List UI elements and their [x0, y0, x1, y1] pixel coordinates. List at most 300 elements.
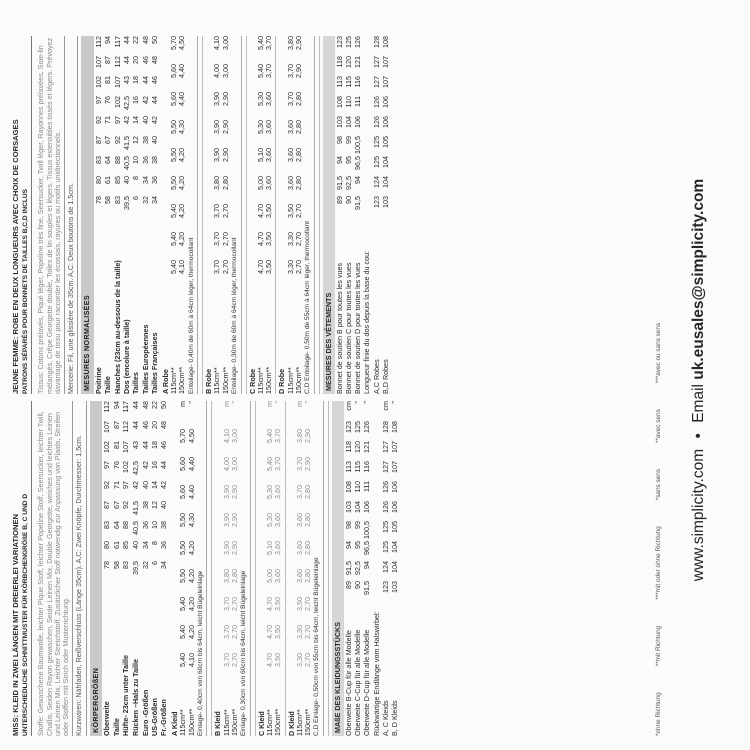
size-row	[141, 401, 150, 736]
finished-row	[363, 401, 372, 736]
garment-name: B Kleid	[213, 711, 223, 736]
yardage-value: 3,50	[273, 625, 283, 639]
finished-value: 124	[371, 176, 381, 188]
finished-value: 90	[353, 581, 363, 589]
measurement-value: 58	[111, 561, 121, 569]
yardage-value: 5,50	[178, 569, 188, 583]
yardage-value: 2,80	[229, 569, 239, 583]
unit-label: "	[362, 401, 372, 404]
fabric-width-label: 115cm**	[294, 709, 304, 736]
yardage-value: 5,40	[255, 36, 265, 50]
finished-value: 123	[334, 36, 344, 48]
size-value: 12	[131, 136, 141, 144]
yardage-value: 3,70	[294, 485, 304, 499]
finished-value: 104	[353, 501, 363, 513]
yardage-value: 4,20	[186, 597, 196, 611]
finished-value: 105	[390, 521, 400, 533]
yardage-value: 5,30	[255, 120, 265, 134]
finished-value: 104	[390, 541, 400, 553]
size-value: 38	[159, 521, 169, 529]
finished-value: 113	[343, 461, 353, 473]
yardage-value: 3,70	[212, 204, 222, 218]
body-measurements-heading: MESURES NORMALISÉES	[81, 36, 93, 394]
measurement-value: 44	[122, 36, 132, 44]
direction-footnotes	[655, 36, 662, 736]
finished-value: 123	[371, 196, 381, 208]
measurement-value: 97	[94, 96, 104, 104]
measurement-value: 42,5	[122, 96, 132, 110]
yardage-value: 3,60	[273, 513, 283, 527]
yardage-value: 2,80	[303, 569, 313, 583]
finished-value: 113	[334, 76, 344, 88]
yardage-value: 3,90	[221, 513, 231, 527]
yardage-value: 4,70	[265, 597, 275, 611]
size-value: 36	[140, 156, 150, 164]
pattern-subtitle: UNTERSCHIEDLICHE SCHNITTMUSTER FÜR KÖRBCHENGRÖßE B, C UND D	[22, 401, 33, 736]
measurement-value: 40	[131, 541, 141, 549]
finished-values	[391, 401, 399, 601]
finished-value: 91,5	[353, 196, 363, 210]
finished-value: 120	[353, 441, 363, 453]
size-value: 40	[149, 136, 159, 144]
unit-label: "	[390, 401, 400, 404]
finished-values	[345, 401, 353, 601]
size-value: 40	[159, 501, 169, 509]
yardage-row	[188, 401, 196, 736]
yardage-value: 4,70	[255, 204, 265, 218]
finished-value: 106	[353, 116, 363, 128]
size-label: Tailles Françaises	[149, 332, 159, 394]
fabric-width-label: 150cm**	[264, 366, 274, 394]
yardage-value: 5,40	[265, 457, 275, 471]
yardage-value: 4,20	[186, 541, 196, 555]
yardage-value: 2,90	[293, 64, 303, 78]
yardage-value: 2,80	[303, 513, 313, 527]
finished-value: 120	[343, 56, 353, 68]
yardage-value: 5,40	[178, 653, 188, 667]
yardage-value: 4,70	[265, 625, 275, 639]
finished-value: 107	[390, 441, 400, 453]
finished-value: 104	[380, 176, 390, 188]
garment-yardage-block	[160, 36, 203, 394]
size-value: 42	[140, 461, 150, 469]
measurement-value: 102	[94, 76, 104, 88]
measurement-value: 112	[94, 36, 104, 48]
size-values	[142, 36, 150, 216]
size-value: 42	[149, 116, 159, 124]
finished-value: 107	[380, 76, 390, 88]
size-value: 36	[159, 541, 169, 549]
yardage-value: 3,90	[221, 541, 231, 555]
finished-label: Bonnet de soutien D pour toutes les vues	[353, 262, 363, 394]
yardage-value: 5,50	[168, 176, 178, 190]
yardage-value: 4,30	[186, 513, 196, 527]
notions-text: Mercerie: Fil, une glissière de 35cm. A,C: Deux boutons de 1.5cm.	[64, 36, 78, 394]
measurement-value: 76	[103, 96, 113, 104]
fabric-width-label: 115cm**	[221, 709, 231, 736]
measurement-values	[95, 36, 103, 216]
unit-label: m	[294, 401, 304, 407]
measurement-value: 80	[102, 541, 112, 549]
measurement-value: 107	[102, 421, 112, 433]
measurement-value: 67	[103, 136, 113, 144]
yardage-value: 2,70	[293, 232, 303, 246]
garment-name: B Robe	[204, 368, 214, 394]
size-value: 44	[140, 441, 150, 449]
measurement-value: 87	[94, 136, 104, 144]
measurement-value: 71	[111, 481, 121, 489]
measurement-value: 39,5	[131, 561, 141, 575]
yardage-value: 2,70	[229, 597, 239, 611]
yardage-value: 2,70	[303, 653, 313, 667]
yardage-value: 3,90	[212, 120, 222, 134]
finished-value: 127	[380, 461, 390, 473]
measurement-value: 83	[94, 156, 104, 164]
german-column	[10, 401, 650, 736]
measurement-value: 41,5	[122, 136, 132, 150]
yardage-value: 4,20	[177, 204, 187, 218]
yardage-value: 5,60	[178, 457, 188, 471]
finished-values	[363, 401, 371, 601]
yardage-value: 5,40	[178, 597, 188, 611]
yardage-value: 3,60	[285, 120, 295, 134]
size-row	[160, 401, 169, 736]
yardage-value: 5,50	[178, 513, 188, 527]
yardage-value: 3,70	[285, 92, 295, 106]
finished-value: 108	[334, 96, 344, 108]
measurement-value: 41,5	[131, 501, 141, 515]
measurement-value: 43	[122, 76, 132, 84]
yardage-value: 5,50	[178, 541, 188, 555]
interfacing-note: C,D Einlage- 0,50cm von 55cm bis 64cm, leicht Bügeleinlage	[312, 401, 324, 736]
measurement-value: 44	[131, 421, 141, 429]
measurement-row	[122, 401, 131, 736]
size-value: 18	[131, 76, 141, 84]
yardage-value: 2,80	[293, 176, 303, 190]
finished-value: 125	[380, 521, 390, 533]
measurement-row	[95, 36, 104, 394]
measurement-value: 42,5	[131, 461, 141, 475]
yardage-value: 3,30	[294, 625, 304, 639]
yardage-value: 3,70	[212, 260, 222, 274]
fabric-width-label: 150cm**	[293, 366, 303, 394]
finished-value: 118	[343, 441, 353, 453]
finished-value: 89	[334, 196, 344, 204]
footnote-de: ***mit oder ohne Richtung	[655, 526, 662, 600]
measurement-value: 92	[112, 136, 122, 144]
finished-row	[335, 36, 344, 394]
yardage-value: 2,70	[220, 232, 230, 246]
yardage-values	[188, 401, 196, 681]
size-row	[132, 36, 141, 394]
measurement-label: Oberweite	[102, 701, 112, 736]
email-link[interactable]: uk.eusales@simplicity.com	[690, 178, 707, 380]
measurement-label: Rücken –Hals zu Taille	[131, 659, 141, 736]
size-label: Tailles	[131, 372, 141, 394]
measurement-value: 94	[111, 401, 121, 409]
finished-values	[354, 36, 362, 216]
yardage-value: 2,80	[220, 176, 230, 190]
size-value: 34	[140, 541, 150, 549]
measurement-value: 107	[112, 76, 122, 88]
size-label: Tailles Européennes	[140, 324, 150, 394]
measurement-value: 87	[103, 56, 113, 64]
finished-value: 105	[380, 136, 390, 148]
size-value: 8	[149, 541, 159, 545]
finished-value: 95	[353, 541, 363, 549]
yardage-value: 5,00	[255, 176, 265, 190]
yardage-value: 2,90	[229, 541, 239, 555]
yardage-value: 2,80	[303, 541, 313, 555]
yardage-value: 4,70	[265, 653, 275, 667]
finished-value: 124	[380, 561, 390, 573]
yardage-value: 3,00	[220, 36, 230, 50]
finished-value: 107	[390, 461, 400, 473]
yardage-value: 5,30	[255, 92, 265, 106]
unit-label: "	[186, 401, 196, 404]
finished-label: Oberweite D-Cup für alle Modelle	[362, 629, 372, 736]
website-link[interactable]: www.simplicity.com	[690, 448, 707, 582]
measurement-value: 40,5	[131, 521, 141, 535]
finished-value: 126	[362, 421, 372, 433]
size-value: 44	[159, 461, 169, 469]
yardage-value: 4,70	[255, 260, 265, 274]
footnote-fr: ***avec ou sans sens	[655, 322, 662, 384]
finished-value: 123	[380, 581, 390, 593]
finished-value: 127	[371, 56, 381, 68]
size-value: 44	[140, 76, 150, 84]
finished-value: 104	[343, 116, 353, 128]
yardage-value: 5,40	[255, 64, 265, 78]
finished-value: 125	[353, 421, 363, 433]
finished-value: 111	[362, 481, 372, 492]
size-value: 42	[159, 481, 169, 489]
unit-label: m	[178, 401, 188, 407]
yardage-value: 4,00	[221, 457, 231, 471]
fabric-width-label: 150cm**	[177, 366, 187, 394]
yardage-value: 2,70	[293, 260, 303, 274]
yardage-values	[178, 36, 186, 288]
finished-value: 98	[334, 136, 344, 144]
finished-label: Bonnet de soutien B pour toutes les vues	[334, 262, 344, 394]
size-value: 10	[131, 156, 141, 164]
finished-values	[345, 36, 353, 216]
size-value: 46	[140, 421, 150, 429]
yardage-value: 2,90	[303, 457, 313, 471]
finished-value: 121	[353, 56, 363, 68]
unit-label: "	[303, 401, 313, 404]
unit-label: cm	[380, 401, 390, 411]
size-value: 48	[140, 36, 150, 44]
yardage-value: 4,70	[255, 232, 265, 246]
pattern-title: JEUNE FEMME: ROBE EN DEUX LONGUEURS AVEC CHOIX DE CORSAGES	[11, 119, 20, 394]
finished-value: 100,5	[353, 136, 363, 154]
measurement-value: 97	[112, 116, 122, 124]
yardage-value: 5,40	[178, 625, 188, 639]
finished-value: 118	[334, 56, 344, 68]
finished-value: 127	[380, 441, 390, 453]
separator-dot: •	[690, 433, 707, 439]
measurement-values	[103, 401, 111, 581]
measurement-label: Dos (encolure à taille)	[122, 319, 132, 394]
yardage-value: 4,10	[221, 429, 231, 443]
finished-value: 125	[380, 541, 390, 553]
finished-value: 108	[390, 421, 400, 433]
size-value: 46	[159, 441, 169, 449]
measurement-value: 94	[103, 36, 113, 44]
finished-value: 110	[353, 481, 363, 493]
size-value: 34	[140, 176, 150, 184]
measurement-value: 61	[111, 541, 121, 549]
size-values	[151, 401, 159, 581]
yardage-values	[304, 401, 312, 681]
yardage-value: 3,50	[294, 597, 304, 611]
finished-label: A,C Robes	[371, 359, 381, 394]
finished-row	[363, 36, 372, 394]
yardage-value: 3,50	[285, 204, 295, 218]
measurement-value: 67	[111, 501, 121, 509]
garment-name: C Kleid	[256, 711, 266, 736]
fabric-width-label: 150cm**	[229, 708, 239, 736]
measurement-value: 39,5	[122, 196, 132, 210]
yardage-value: 2,70	[303, 597, 313, 611]
fabric-width-label: 115cm**	[178, 709, 188, 736]
pattern-subtitle: PATRONS SÉPARÉS POUR BONNETS DE TAILLES B,C,D INCLUS	[22, 36, 33, 394]
finished-value: 91,5	[343, 561, 353, 575]
measurement-label: Taille	[103, 376, 113, 394]
yardage-value: 3,50	[264, 260, 274, 274]
fabric-width-label: 115cm**	[265, 709, 275, 736]
yardage-value: 4,50	[186, 429, 196, 443]
measurement-value: 43	[131, 441, 141, 449]
footnote-de: **mit Richtung	[655, 625, 662, 667]
garment-name: C Robe	[247, 368, 257, 394]
yardage-value: 3,00	[229, 457, 239, 471]
size-value: 48	[149, 56, 159, 64]
yardage-value: 3,90	[221, 485, 231, 499]
finished-value: 92,5	[353, 561, 363, 575]
measurement-value: 83	[121, 561, 131, 569]
yardage-value: 3,70	[221, 653, 231, 667]
size-value: 8	[131, 176, 141, 180]
yardage-value: 3,00	[220, 64, 230, 78]
finished-value: 104	[390, 561, 400, 573]
size-value: 20	[131, 56, 141, 64]
measurement-value: 83	[102, 521, 112, 529]
measurement-value: 64	[111, 521, 121, 529]
yardage-value: 5,60	[178, 485, 188, 499]
size-value: 44	[149, 96, 159, 104]
finished-value: 106	[390, 501, 400, 513]
yardage-value: 3,30	[285, 232, 295, 246]
yardage-value: 4,20	[186, 625, 196, 639]
yardage-value: 5,60	[168, 92, 178, 106]
yardage-value: 2,90	[220, 92, 230, 106]
finished-value: 126	[371, 116, 381, 128]
measurement-values	[122, 401, 130, 581]
unit-label: m	[221, 401, 231, 407]
yardage-value: 2,90	[220, 148, 230, 162]
finished-value: 128	[371, 36, 381, 48]
yardage-value: 2,80	[293, 92, 303, 106]
yardage-value: 2,90	[229, 485, 239, 499]
measurement-value: 44	[122, 56, 132, 64]
finished-value: 123	[343, 421, 353, 433]
size-value: 36	[149, 176, 159, 184]
measurement-label: Taille	[111, 718, 121, 736]
size-value: 14	[149, 481, 159, 489]
finished-value: 116	[362, 461, 372, 473]
yardage-value: 3,60	[264, 92, 274, 106]
finished-value: 126	[380, 501, 390, 513]
size-values	[160, 401, 168, 581]
yardage-value: 2,70	[303, 625, 313, 639]
measurement-value: 88	[121, 521, 131, 529]
yardage-value: 5,40	[168, 260, 178, 274]
finished-value: 104	[380, 156, 390, 168]
yardage-value: 2,70	[220, 204, 230, 218]
finished-value: 91,5	[362, 581, 372, 595]
measurement-value: 97	[102, 461, 112, 469]
yardage-value: 3,80	[212, 176, 222, 190]
footnote-de: *ohne Richtung	[655, 692, 662, 736]
yardage-value: 3,00	[229, 429, 239, 443]
measurement-value: 64	[103, 156, 113, 164]
yardage-value: 3,70	[212, 232, 222, 246]
yardage-values	[274, 401, 282, 681]
yardage-value: 2,90	[303, 429, 313, 443]
size-value: 22	[149, 401, 159, 409]
unit-label: cm	[343, 401, 353, 411]
finished-value: 94	[353, 176, 363, 184]
measurement-value: 78	[102, 561, 112, 569]
measurement-value: 81	[111, 441, 121, 449]
finished-value: 94	[334, 156, 344, 164]
size-value: 22	[131, 36, 141, 44]
garment-yardage-block	[247, 36, 277, 394]
size-value: 18	[149, 441, 159, 449]
yardage-value: 3,60	[294, 569, 304, 583]
email-label: Email	[690, 384, 707, 423]
yardage-value: 2,80	[293, 148, 303, 162]
measurement-value: 117	[121, 401, 131, 413]
measurement-row	[103, 401, 112, 736]
size-value: 40	[140, 481, 150, 489]
yardage-value: 3,60	[285, 148, 295, 162]
finished-value: 110	[343, 96, 353, 108]
yardage-value: 3,60	[264, 176, 274, 190]
finished-value: 108	[343, 481, 353, 493]
measurement-value: 58	[103, 196, 113, 204]
measurement-row	[132, 401, 141, 736]
garment-name: D Robe	[277, 368, 287, 394]
garment-yardage-block	[212, 401, 255, 736]
yardage-value: 2,80	[293, 120, 303, 134]
yardage-value: 5,70	[178, 429, 188, 443]
contact-line	[690, 20, 708, 740]
yardage-value: 4,10	[186, 653, 196, 667]
size-value: 32	[140, 196, 150, 204]
garment-yardage-block	[286, 401, 329, 736]
size-value: 40	[140, 116, 150, 124]
yardage-value: 4,40	[177, 64, 187, 78]
finished-value: 99	[343, 136, 353, 144]
yardage-value: 4,40	[186, 485, 196, 499]
finished-measurements-heading: MAßE DES KLEIDUNGSSTÜCKS	[332, 401, 344, 736]
measurement-value: 107	[121, 441, 131, 453]
measurement-value: 80	[94, 176, 104, 184]
finished-value: 115	[353, 461, 363, 473]
